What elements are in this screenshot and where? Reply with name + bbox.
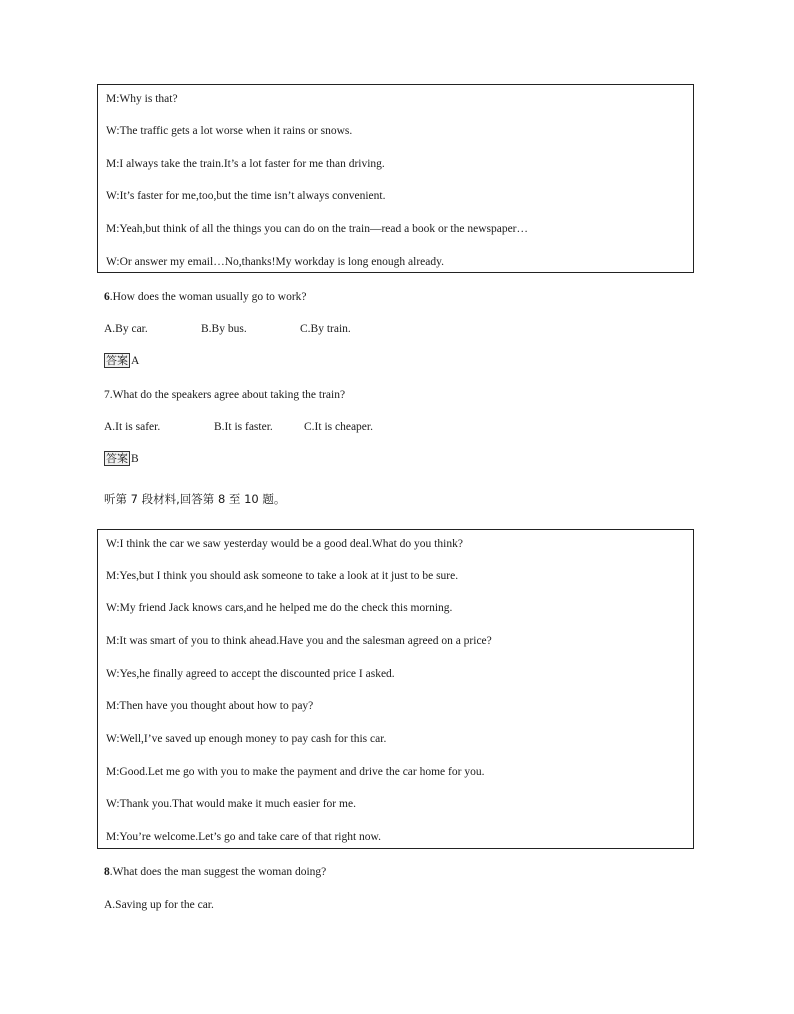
answer-row-7	[104, 451, 139, 466]
dialogue-line: W:Thank you.That would make it much easier for me.	[106, 798, 356, 810]
answer-badge: 答案	[106, 452, 128, 465]
question-number: 7	[104, 389, 110, 401]
option-a: A.By car.	[104, 323, 148, 335]
dialogue-line: W:My friend Jack knows cars,and he helped me do the check this morning.	[106, 602, 453, 614]
answer-value: B	[131, 452, 139, 465]
question-number: 6	[104, 291, 110, 303]
option-c: C.By train.	[300, 323, 351, 335]
transcript-box-1	[97, 84, 694, 273]
question-text: .How does the woman usually go to work?	[109, 291, 307, 303]
dialogue-line: M:I always take the train.It’s a lot faster for me than driving.	[106, 158, 385, 170]
dialogue-line: M:Then have you thought about how to pay?	[106, 700, 314, 712]
dialogue-line: W:Well,I’ve saved up enough money to pay cash for this car.	[106, 733, 387, 745]
dialogue-line: W:Or answer my email…No,thanks!My workday is long enough already.	[106, 256, 444, 268]
question-7	[104, 388, 345, 402]
dialogue-line: M:Yeah,but think of all the things you can do on the train—read a book or the newspaper…	[106, 223, 529, 235]
section-heading: 听第 7 段材料,回答第 8 至 10 题。	[104, 492, 286, 506]
option-b: B.It is faster.	[214, 421, 273, 433]
dialogue-line: W:The traffic gets a lot worse when it rains or snows.	[106, 125, 353, 137]
question-6	[104, 290, 307, 304]
answer-value: A	[131, 354, 140, 367]
dialogue-line: M:Yes,but I think you should ask someone to take a look at it just to be sure.	[106, 570, 459, 582]
dialogue-line: W:I think the car we saw yesterday would be a good deal.What do you think?	[106, 538, 463, 550]
answer-row-6	[104, 353, 139, 368]
option-a: A.It is safer.	[104, 421, 161, 433]
dialogue-line: M:You’re welcome.Let’s go and take care of that right now.	[106, 831, 381, 843]
question-8	[104, 865, 326, 879]
dialogue-line: M:It was smart of you to think ahead.Have you and the salesman agreed on a price?	[106, 635, 492, 647]
question-text: .What do the speakers agree about taking the train?	[109, 389, 346, 401]
answer-badge: 答案	[106, 354, 128, 367]
option-a: A.Saving up for the car.	[104, 899, 214, 911]
question-number: 8	[104, 866, 110, 878]
dialogue-line: W:Yes,he finally agreed to accept the discounted price I asked.	[106, 668, 395, 680]
option-b: B.By bus.	[201, 323, 247, 335]
option-c: C.It is cheaper.	[304, 421, 373, 433]
question-text: .What does the man suggest the woman doing?	[109, 866, 327, 878]
dialogue-line: M:Why is that?	[106, 93, 178, 105]
dialogue-line: W:It’s faster for me,too,but the time isn’t always convenient.	[106, 190, 386, 202]
dialogue-line: M:Good.Let me go with you to make the payment and drive the car home for you.	[106, 766, 485, 778]
transcript-box-2	[97, 529, 694, 849]
